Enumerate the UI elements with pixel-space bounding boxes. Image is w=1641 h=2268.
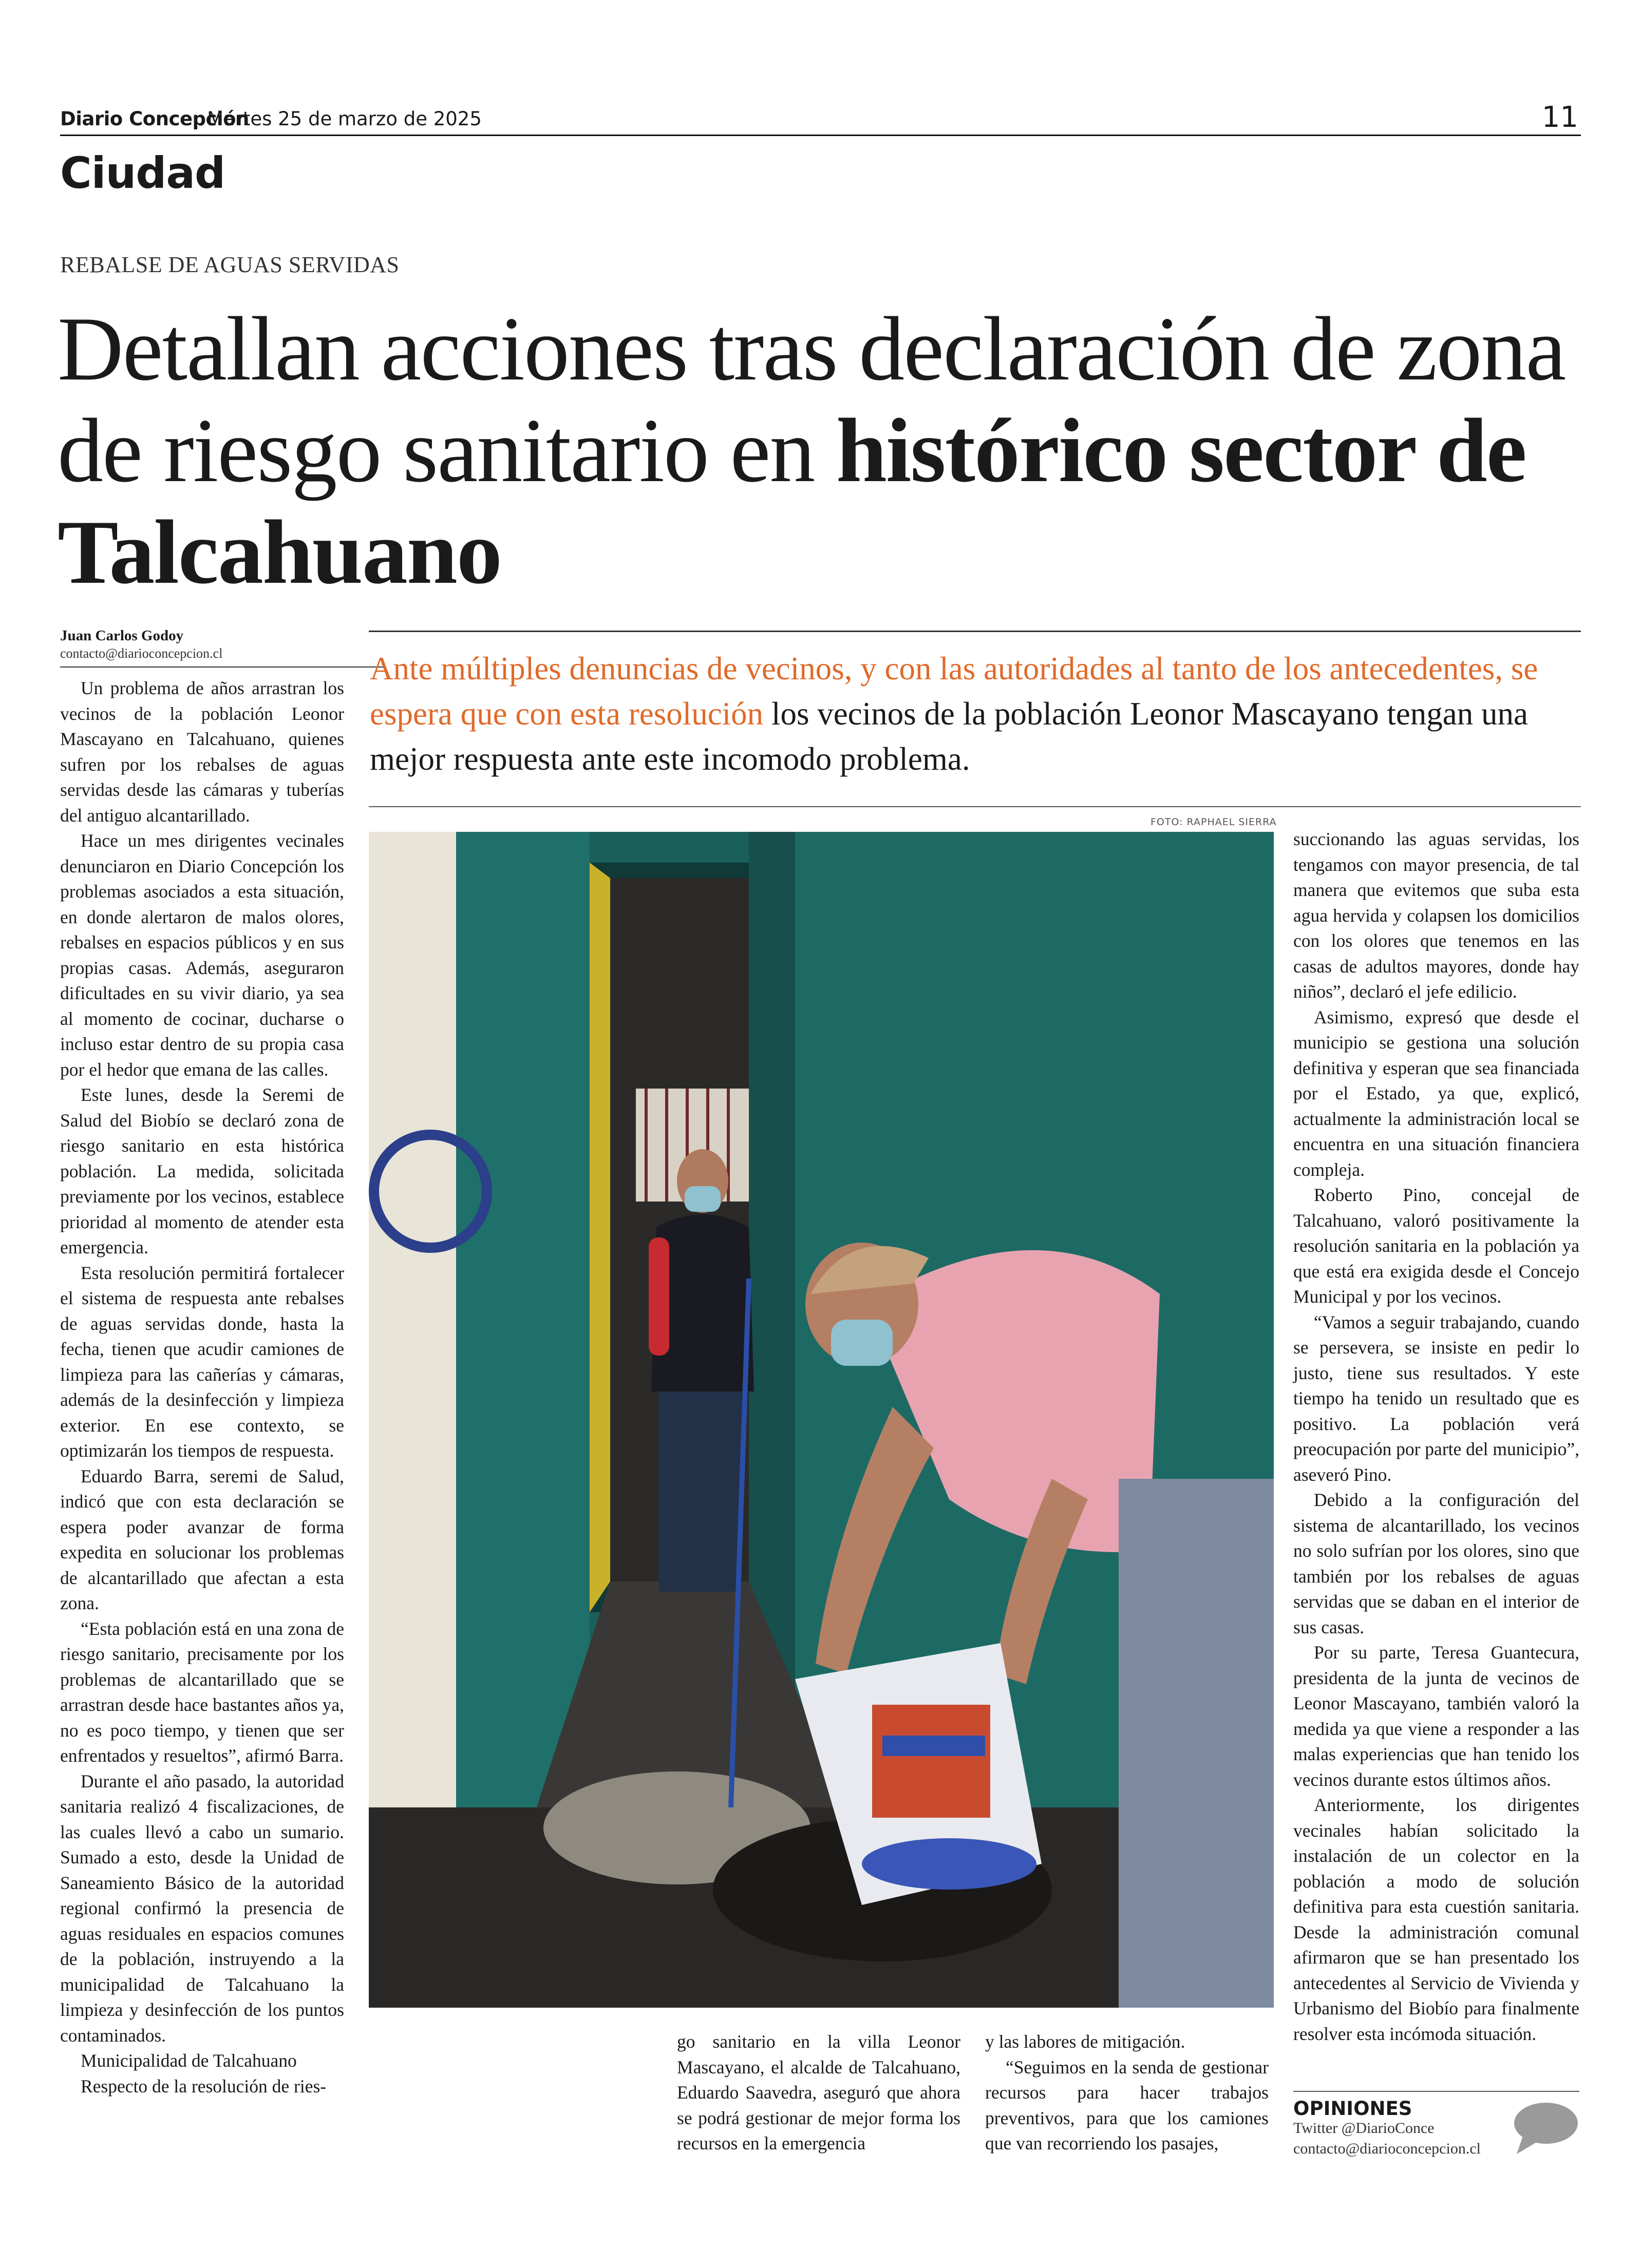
header-divider (60, 135, 1581, 136)
paragraph: Durante el año pasado, la autoridad sanitaria realizó 4 fiscalizaciones, de las cuales llevó a cabo un sumario. Sumado a esto, desde la Unidad de Saneamiento Básico de la autoridad regional confirmó la presencia de aguas residuales en espacios comunes de la población, instruyendo a la municipalidad de Talcahuano la limpieza y desinfección de los puntos contaminados. (60, 1770, 344, 2046)
paragraph: Este lunes, desde la Seremi de Salud del Biobío se declaró zona de riesgo sanitario en esta histórica población. La medida, solicitada previamente por los vecinos, establece prioridad al momento de atender esta emergencia. (60, 1084, 344, 1257)
paragraph: Anteriormente, los dirigentes vecinales habían solicitado la instalación de un colector en la población a modo de solución definitiva para esta cuestión sanitaria. Desde la administración comunal afirmaron que se han presentado los antecedentes al Servicio de Vivienda y Urbanismo del Biobío para finalmente resolver esta incómoda situación. (1293, 1795, 1579, 2044)
paragraph: Hace un mes dirigentes vecinales denunciaron en Diario Concepción los problemas asociados a esta situación, en donde alertaron de malos olores, rebalses en espacios públicos y en sus propias casas. Además, aseguraron dificultades en su vivir diario, ya sea al momento de cocinar, ducharse o incluso estar dentro de su propia casa por el hedor que emana de las calles. (60, 830, 344, 1080)
paragraph: succionando las aguas servidas, los tengamos con mayor presencia, de tal manera que evitemos que suba esta agua hervida y colapsen los domicilios con los olores que tenemos en las casas de adultos mayores, donde hay niños”, declaró el jefe edilicio. (1293, 829, 1579, 1002)
paragraph: Respecto de la resolución de ries- (81, 2075, 327, 2097)
paragraph: Por su parte, Teresa Guantecura, presidenta de la junta de vecinos de Leonor Mascayano, también valoró la medida ya que viene a responder a las malas experiencias que han tenido los vecinos durante estos últimos años. (1293, 1642, 1579, 1790)
byline-email: contacto@diarioconcepcion.cl (60, 646, 223, 661)
paragraph: “Seguimos en la senda de gestionar recursos para hacer trabajos preventivos, para que los camiones que van recorriendo los pasajes, (985, 2056, 1269, 2153)
byline-author: Juan Carlos Godoy (60, 627, 184, 644)
paragraph: Un problema de años arrastran los vecinos de la población Leonor Mascayano en Talcahuano, quienes sufren por los rebalses de aguas servidas desde las cámaras y tuberías del antiguo alcantarillado. (60, 678, 344, 826)
paragraph: Asimismo, expresó que desde el municipio se gestiona una solución definitiva y esperan que sea financiada por el Estado, ya que, explicó, actualmente la administración local se encuentra en una situación financiera compleja. (1293, 1006, 1579, 1180)
article-headline (58, 298, 1578, 603)
headline-regular: Detallan acciones tras declaración de zona de riesgo sanitario en (58, 298, 1565, 501)
subheading: Municipalidad de Talcahuano (81, 2050, 297, 2071)
paragraph: Eduardo Barra, seremi de Salud, indicó que con esta declaración se espera poder avanzar de forma expedita en solucionar los problemas de alcantarillado que afectan a esta zona. (60, 1465, 344, 1613)
paragraph: Esta resolución permitirá fortalecer el sistema de respuesta ante rebalses de aguas servidas donde, hasta la fecha, tienen que acudir camiones de limpieza para las cañerías y cámaras, además de la desinfección y limpieza exterior. En ese contexto, se optimizarán los tiempos de respuesta. (60, 1262, 344, 1461)
opinions-divider (1293, 2091, 1579, 2092)
article-column-3 (985, 2029, 1269, 2157)
page-number: 11 (1541, 101, 1578, 134)
section-title: Ciudad (60, 148, 225, 198)
dek-divider-top (369, 631, 1581, 632)
paragraph: “Esta población está en una zona de riesgo sanitario, precisamente por los problemas de alcantarillado que se arrastran desde hace bastantes años ya, no es poco tiempo, y tienen que ser enfrentados y resueltos”, afirmó Barra. (60, 1618, 344, 1766)
paragraph: “Vamos a seguir trabajando, cuando se persevera, se insiste en pedir lo justo, tiene sus resultados. Y este tiempo ha tenido un resultado que es positivo. La población verá preocupación por parte del municipio”, aseveró Pino. (1293, 1311, 1579, 1485)
photo-credit: FOTO: RAPHAEL SIERRA (1150, 816, 1277, 828)
speech-bubble-icon (1507, 2100, 1579, 2157)
article-photo (369, 832, 1274, 2008)
article-kicker: REBALSE DE AGUAS SERVIDAS (60, 252, 400, 277)
opinions-twitter[interactable]: Twitter @DiarioConce (1293, 2120, 1435, 2137)
article-column-4 (1293, 827, 1579, 2047)
paragraph: Roberto Pino, concejal de Talcahuano, valoró positivamente la resolución sanitaria en la población ya que está era exigida desde el Concejo Municipal y por los vecinos. (1293, 1185, 1579, 1307)
byline-divider (60, 666, 384, 668)
paragraph: Debido a la configuración del sistema de alcantarillado, los vecinos no solo sufrían por los olores, sino que también por los rebalses de aguas servidas que se daban en el interior de sus casas. (1293, 1490, 1579, 1637)
newspaper-name: Diario Concepción (60, 108, 249, 130)
dek-highlight: Ante múltiples denuncias de vecinos, y con las autoridades al tanto de los antecedentes, se espera que con esta resolución (370, 651, 1538, 732)
opinions-title: OPINIONES (1293, 2098, 1412, 2120)
dek-divider-bottom (369, 806, 1581, 807)
article-dek (370, 646, 1582, 782)
article-column-1 (60, 676, 344, 2099)
paragraph: y las labores de mitigación. (985, 2031, 1185, 2052)
article-column-2 (677, 2029, 960, 2157)
publication-date: Martes 25 de marzo de 2025 (207, 108, 482, 130)
opinions-email[interactable]: contacto@diarioconcepcion.cl (1293, 2140, 1481, 2157)
headline-bold: histórico sector de Talcahuano (58, 399, 1526, 603)
dek-rest: los vecinos de la población Leonor Mascayano tengan una mejor respuesta ante este incomodo problema. (370, 696, 1528, 777)
paragraph: go sanitario en la villa Leonor Mascayano, el alcalde de Talcahuano, Eduardo Saavedra, aseguró que ahora se podrá gestionar de mejor forma los recursos en la emergencia (677, 2031, 960, 2153)
